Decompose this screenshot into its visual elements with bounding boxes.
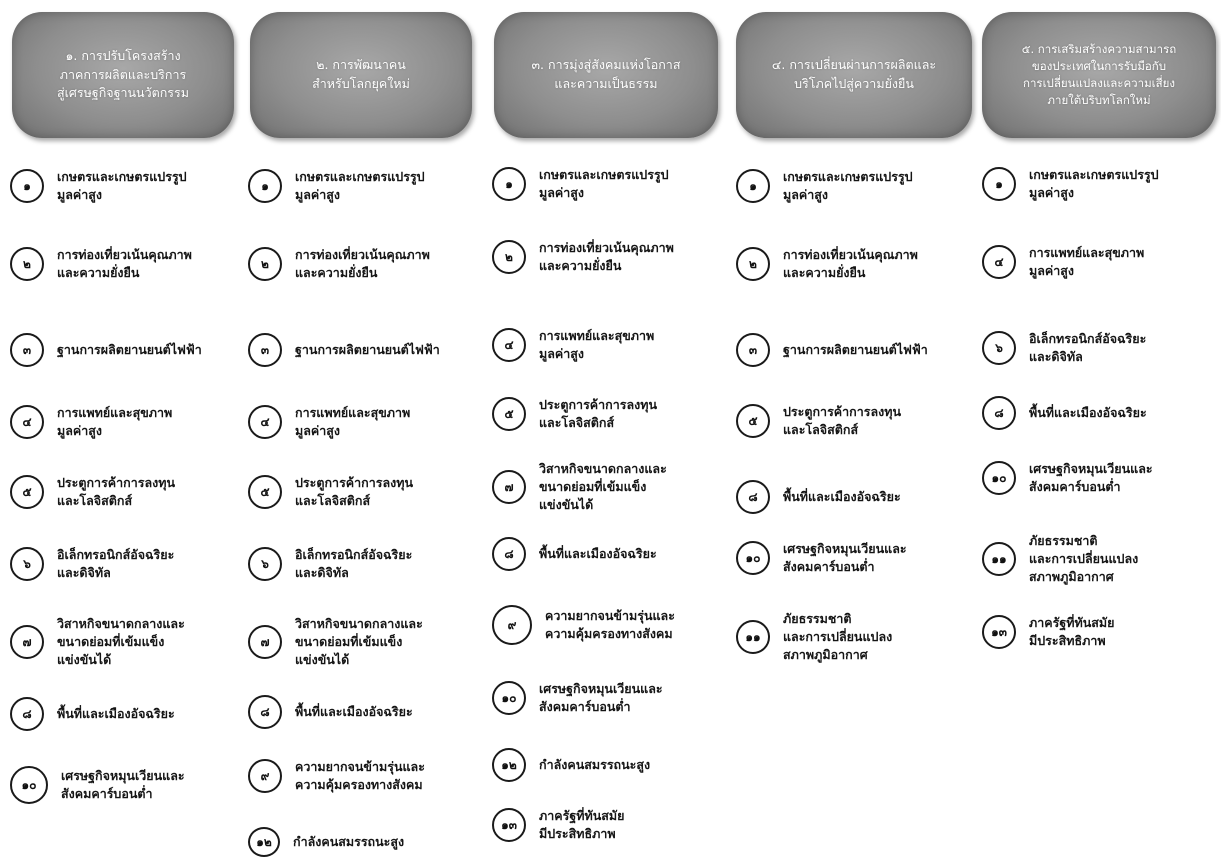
list-item: [736, 480, 980, 514]
item-label: การแพทย์และสุขภาพ มูลค่าสูง: [295, 405, 411, 439]
number-badge: ๑: [492, 167, 526, 201]
number-badge: ๔: [10, 405, 44, 439]
number-badge: ๑๐: [736, 541, 770, 575]
item-label: วิสาหกิจขนาดกลางและ ขนาดย่อมที่เข้มแข็ง แข่งขันได้: [57, 616, 185, 668]
list-item: [492, 396, 732, 432]
list-item: [248, 333, 488, 367]
column-header: ๒. การพัฒนาคน สำหรับโลกยุคใหม่: [250, 12, 472, 138]
item-label: ฐานการผลิตยานยนต์ไฟฟ้า: [295, 341, 440, 357]
number-badge: ๑๐: [492, 681, 526, 715]
item-label: เกษตรและเกษตรแปรรูป มูลค่าสูง: [1029, 167, 1159, 201]
number-badge: ๒: [736, 247, 770, 281]
item-label: การท่องเที่ยวเน้นคุณภาพ และความยั่งยืน: [539, 240, 674, 274]
list-item: [982, 244, 1216, 280]
item-label: กำลังคนสมรรถนะสูง: [293, 833, 405, 849]
number-badge: ๘: [492, 537, 526, 571]
list-item: [10, 615, 242, 669]
list-item: [736, 246, 980, 282]
item-label: อิเล็กทรอนิกส์อัจฉริยะ และดิจิทัล: [1029, 331, 1147, 365]
column-header: ๑. การปรับโครงสร้าง ภาคการผลิตและบริการ สู่เศรษฐกิจฐานนวัตกรรม: [12, 12, 234, 138]
list-item: [736, 333, 980, 367]
number-badge: ๕: [736, 404, 770, 438]
number-badge: ๗: [10, 625, 44, 659]
list-item: [248, 546, 488, 582]
item-label: ประตูการค้าการลงทุน และโลจิสติกส์: [295, 475, 414, 509]
number-badge: ๖: [10, 547, 44, 581]
list-item: [248, 246, 488, 282]
number-badge: ๑๓: [492, 808, 526, 842]
item-label: พื้นที่และเมืองอัจฉริยะ: [57, 705, 175, 721]
number-badge: ๔: [492, 328, 526, 362]
number-badge: ๗: [248, 625, 282, 659]
strategy-column-4: [736, 0, 980, 861]
item-label: พื้นที่และเมืองอัจฉริยะ: [539, 545, 657, 561]
number-badge: ๙: [492, 605, 532, 645]
list-item: [492, 327, 732, 363]
item-label: เศรษฐกิจหมุนเวียนและ สังคมคาร์บอนต่ำ: [539, 681, 663, 715]
number-badge: ๗: [492, 470, 526, 504]
list-item: [492, 680, 732, 716]
item-label: เกษตรและเกษตรแปรรูป มูลค่าสูง: [539, 167, 669, 201]
number-badge: ๕: [492, 397, 526, 431]
list-item: [10, 546, 242, 582]
number-badge: ๔: [982, 245, 1016, 279]
item-label: ประตูการค้าการลงทุน และโลจิสติกส์: [539, 397, 658, 431]
number-badge: ๑: [248, 169, 282, 203]
list-item: [492, 239, 732, 275]
number-badge: ๕: [248, 475, 282, 509]
list-item: [982, 532, 1216, 586]
item-label: ประตูการค้าการลงทุน และโลจิสติกส์: [783, 404, 902, 438]
list-item: [982, 460, 1216, 496]
strategy-column-1: [10, 0, 242, 861]
item-label: พื้นที่และเมืองอัจฉริยะ: [783, 488, 901, 504]
number-badge: ๑๑: [736, 620, 770, 654]
list-item: [982, 614, 1216, 650]
number-badge: ๒: [492, 240, 526, 274]
number-badge: ๑๑: [982, 542, 1016, 576]
list-item: [10, 168, 242, 204]
item-label: ภัยธรรมชาติ และการเปลี่ยนแปลง สภาพภูมิอากาศ: [1029, 533, 1139, 585]
item-label: การท่องเที่ยวเน้นคุณภาพ และความยั่งยืน: [57, 247, 192, 281]
number-badge: ๖: [982, 331, 1016, 365]
item-label: วิสาหกิจขนาดกลางและ ขนาดย่อมที่เข้มแข็ง แข่งขันได้: [295, 616, 423, 668]
item-label: ความยากจนข้ามรุ่นและ ความคุ้มครองทางสังคม: [295, 759, 425, 793]
number-badge: ๖: [248, 547, 282, 581]
number-badge: ๓: [736, 333, 770, 367]
item-label: เกษตรและเกษตรแปรรูป มูลค่าสูง: [295, 169, 425, 203]
strategy-column-3: [492, 0, 732, 861]
number-badge: ๑: [10, 169, 44, 203]
list-item: [982, 330, 1216, 366]
number-badge: ๑๐: [10, 766, 48, 804]
list-item: [10, 697, 242, 731]
item-label: เศรษฐกิจหมุนเวียนและ สังคมคาร์บอนต่ำ: [1029, 461, 1153, 495]
item-label: ความยากจนข้ามรุ่นและ ความคุ้มครองทางสังคม: [545, 607, 675, 641]
item-label: ฐานการผลิตยานยนต์ไฟฟ้า: [57, 341, 202, 357]
item-label: การแพทย์และสุขภาพ มูลค่าสูง: [57, 405, 173, 439]
number-badge: ๒: [248, 247, 282, 281]
list-item: [248, 695, 488, 729]
number-badge: ๑๐: [982, 461, 1016, 495]
list-item: [248, 615, 488, 669]
column-header: ๓. การมุ่งสู่สังคมแห่งโอกาส และความเป็นธรรม: [494, 12, 718, 138]
list-item: [492, 605, 732, 645]
list-item: [736, 168, 980, 204]
number-badge: ๒: [10, 247, 44, 281]
item-label: ประตูการค้าการลงทุน และโลจิสติกส์: [57, 475, 176, 509]
item-label: ฐานการผลิตยานยนต์ไฟฟ้า: [783, 341, 928, 357]
item-label: วิสาหกิจขนาดกลางและ ขนาดย่อมที่เข้มแข็ง แข่งขันได้: [539, 461, 667, 513]
item-label: การท่องเที่ยวเน้นคุณภาพ และความยั่งยืน: [783, 247, 918, 281]
number-badge: ๔: [248, 405, 282, 439]
item-label: ภาครัฐที่ทันสมัย มีประสิทธิภาพ: [1029, 615, 1115, 649]
item-label: การท่องเที่ยวเน้นคุณภาพ และความยั่งยืน: [295, 247, 430, 281]
number-badge: ๕: [10, 475, 44, 509]
number-badge: ๘: [736, 480, 770, 514]
number-badge: ๓: [10, 333, 44, 367]
item-label: กำลังคนสมรรถนะสูง: [539, 756, 651, 772]
item-label: การแพทย์และสุขภาพ มูลค่าสูง: [1029, 245, 1145, 279]
list-item: [248, 404, 488, 440]
list-item: [248, 758, 488, 794]
list-item: [736, 540, 980, 576]
list-item: [10, 474, 242, 510]
item-label: ภัยธรรมชาติ และการเปลี่ยนแปลง สภาพภูมิอากาศ: [783, 611, 893, 663]
number-badge: ๓: [248, 333, 282, 367]
list-item: [492, 748, 732, 782]
strategy-column-2: [248, 0, 488, 861]
list-item: [982, 396, 1216, 430]
list-item: [492, 166, 732, 202]
list-item: [982, 166, 1216, 202]
item-label: การแพทย์และสุขภาพ มูลค่าสูง: [539, 328, 655, 362]
number-badge: ๙: [248, 759, 282, 793]
list-item: [492, 460, 732, 514]
item-label: เกษตรและเกษตรแปรรูป มูลค่าสูง: [57, 169, 187, 203]
number-badge: ๑๒: [492, 748, 526, 782]
list-item: [248, 474, 488, 510]
list-item: [10, 333, 242, 367]
item-label: ภาครัฐที่ทันสมัย มีประสิทธิภาพ: [539, 808, 625, 842]
item-label: เศรษฐกิจหมุนเวียนและ สังคมคาร์บอนต่ำ: [61, 767, 185, 801]
list-item: [248, 168, 488, 204]
list-item: [492, 807, 732, 843]
item-label: อิเล็กทรอนิกส์อัจฉริยะ และดิจิทัล: [295, 547, 413, 581]
number-badge: ๑: [736, 169, 770, 203]
list-item: [736, 403, 980, 439]
number-badge: ๑๒: [248, 827, 280, 857]
item-label: เกษตรและเกษตรแปรรูป มูลค่าสูง: [783, 169, 913, 203]
item-label: พื้นที่และเมืองอัจฉริยะ: [295, 703, 413, 719]
number-badge: ๘: [10, 697, 44, 731]
list-item: [248, 827, 488, 857]
number-badge: ๘: [982, 396, 1016, 430]
list-item: [736, 610, 980, 664]
column-header: ๕. การเสริมสร้างความสามารถ ของประเทศในการรับมือกับ การเปลี่ยนแปลงและความเสี่ยง ภายใต้บริบทโลกใหม่: [982, 12, 1216, 138]
list-item: [10, 404, 242, 440]
strategy-column-5: [982, 0, 1216, 861]
number-badge: ๑๓: [982, 615, 1016, 649]
list-item: [10, 766, 242, 804]
number-badge: ๑: [982, 167, 1016, 201]
item-label: อิเล็กทรอนิกส์อัจฉริยะ และดิจิทัล: [57, 547, 175, 581]
number-badge: ๘: [248, 695, 282, 729]
list-item: [492, 537, 732, 571]
list-item: [10, 246, 242, 282]
item-label: เศรษฐกิจหมุนเวียนและ สังคมคาร์บอนต่ำ: [783, 541, 907, 575]
item-label: พื้นที่และเมืองอัจฉริยะ: [1029, 404, 1147, 420]
column-header: ๔. การเปลี่ยนผ่านการผลิตและ บริโภคไปสู่ความยั่งยืน: [736, 12, 972, 138]
